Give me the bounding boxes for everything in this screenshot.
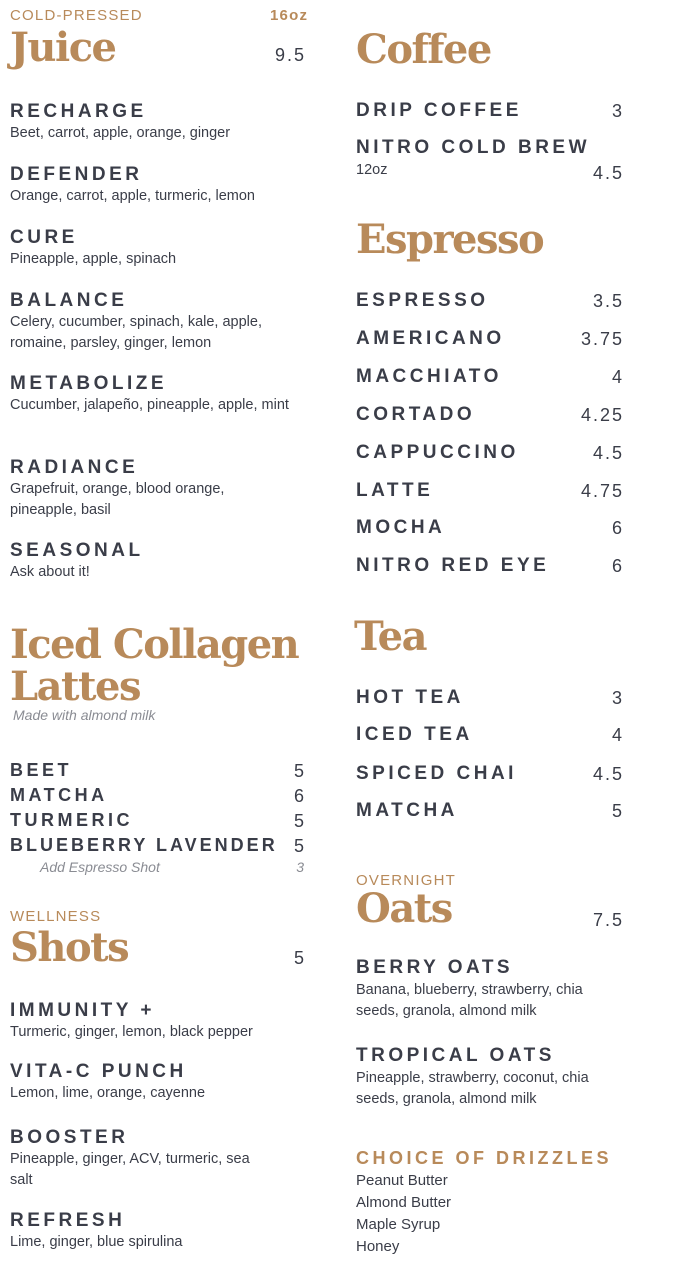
tea-price: 5 bbox=[611, 801, 624, 821]
espresso-price: 4.5 bbox=[592, 443, 624, 463]
juice-item bbox=[10, 102, 306, 144]
juice-item bbox=[10, 458, 280, 521]
espresso-row bbox=[356, 329, 624, 351]
latte-name: BLUEBERRY LAVENDER bbox=[10, 835, 278, 855]
latte-name: TURMERIC bbox=[10, 810, 133, 830]
latte-row bbox=[10, 836, 306, 858]
drizzle-item: Maple Syrup bbox=[356, 1216, 441, 1233]
espresso-row bbox=[356, 405, 624, 427]
shot-item-name: VITA-C PUNCH bbox=[10, 1061, 187, 1082]
juice-item bbox=[10, 228, 306, 270]
oats-price: 7.5 bbox=[592, 910, 624, 930]
shot-item bbox=[10, 1128, 260, 1191]
latte-addon-price: 3 bbox=[296, 859, 304, 875]
coffee-name: DRIP COFFEE bbox=[356, 100, 522, 121]
oats-item-name: BERRY OATS bbox=[356, 957, 514, 978]
oats-item-desc: Banana, blueberry, strawberry, chia seeds, granola, almond milk bbox=[356, 982, 583, 1019]
espresso-row bbox=[356, 291, 624, 313]
coffee-row bbox=[356, 101, 624, 123]
espresso-name: MACCHIATO bbox=[356, 366, 502, 387]
juice-item-name: RECHARGE bbox=[10, 101, 147, 122]
tea-row bbox=[356, 764, 624, 786]
latte-price: 5 bbox=[293, 836, 306, 856]
tea-price: 4.5 bbox=[592, 764, 624, 784]
tea-name: HOT TEA bbox=[356, 687, 464, 708]
latte-price: 6 bbox=[293, 786, 306, 806]
latte-price: 5 bbox=[293, 811, 306, 831]
espresso-row bbox=[356, 481, 624, 503]
juice-item-name: SEASONAL bbox=[10, 540, 144, 561]
tea-price: 4 bbox=[611, 725, 624, 745]
drizzle-item: Peanut Butter bbox=[356, 1172, 448, 1189]
espresso-price: 4.25 bbox=[580, 405, 624, 425]
juice-eyebrow: COLD-PRESSED bbox=[10, 7, 143, 24]
coffee-desc: 12oz bbox=[356, 162, 388, 178]
coffee-title: Coffee bbox=[356, 26, 491, 73]
oats-item bbox=[356, 958, 618, 1022]
lattes-title-line2: Lattes bbox=[10, 663, 140, 710]
tea-name: SPICED CHAI bbox=[356, 763, 517, 784]
juice-size: 16oz bbox=[270, 7, 309, 24]
espresso-price: 6 bbox=[611, 518, 624, 538]
espresso-price: 3.75 bbox=[580, 329, 624, 349]
espresso-row bbox=[356, 518, 624, 540]
latte-price: 5 bbox=[293, 761, 306, 781]
espresso-name: MOCHA bbox=[356, 517, 446, 538]
shot-item-name: BOOSTER bbox=[10, 1127, 129, 1148]
shot-item-name: IMMUNITY + bbox=[10, 1000, 155, 1021]
espresso-row bbox=[356, 367, 624, 389]
espresso-name: AMERICANO bbox=[356, 328, 505, 349]
tea-name: ICED TEA bbox=[356, 724, 473, 745]
shot-item-desc: Lime, ginger, blue spirulina bbox=[10, 1234, 183, 1250]
tea-price: 3 bbox=[611, 688, 624, 708]
drizzle-item: Almond Butter bbox=[356, 1194, 452, 1211]
espresso-title: Espresso bbox=[356, 216, 544, 263]
juice-item-desc: Pineapple, apple, spinach bbox=[10, 251, 177, 267]
latte-row bbox=[10, 761, 306, 783]
juice-item-name: DEFENDER bbox=[10, 164, 143, 185]
espresso-price: 4 bbox=[611, 367, 624, 387]
juice-item-desc: Cucumber, jalapeño, pineapple, apple, mint bbox=[10, 397, 289, 413]
shots-title: Shots bbox=[10, 924, 129, 971]
latte-name: BEET bbox=[10, 760, 73, 780]
lattes-title-line1: Iced Collagen bbox=[10, 621, 299, 668]
espresso-price: 6 bbox=[611, 556, 624, 576]
juice-item-desc: Celery, cucumber, spinach, kale, apple, romaine, parsley, ginger, lemon bbox=[10, 314, 263, 351]
juice-item-desc: Beet, carrot, apple, orange, ginger bbox=[10, 125, 231, 141]
espresso-name: NITRO RED EYE bbox=[356, 555, 550, 576]
drizzle-item: Honey bbox=[356, 1238, 400, 1255]
oats-item bbox=[356, 1046, 618, 1110]
juice-item-desc: Orange, carrot, apple, turmeric, lemon bbox=[10, 188, 255, 204]
juice-item-name: BALANCE bbox=[10, 290, 128, 311]
tea-title: Tea bbox=[354, 613, 427, 660]
latte-row bbox=[10, 811, 306, 833]
shot-item bbox=[10, 1001, 306, 1043]
shot-item-desc: Lemon, lime, orange, cayenne bbox=[10, 1085, 206, 1101]
juice-item-name: CURE bbox=[10, 227, 78, 248]
juice-item-name: RADIANCE bbox=[10, 457, 139, 478]
drizzles-title: CHOICE OF DRIZZLES bbox=[356, 1148, 612, 1168]
juice-item-name: METABOLIZE bbox=[10, 373, 168, 394]
shot-item-desc: Pineapple, ginger, ACV, turmeric, sea salt bbox=[10, 1151, 250, 1188]
oats-title: Oats bbox=[356, 885, 452, 932]
juice-item bbox=[10, 291, 290, 354]
latte-name: MATCHA bbox=[10, 785, 108, 805]
juice-item-desc: Grapefruit, orange, blood orange, pineapple, basil bbox=[10, 481, 225, 518]
coffee-row bbox=[356, 138, 624, 181]
shot-item bbox=[10, 1062, 306, 1104]
shot-item-desc: Turmeric, ginger, lemon, black pepper bbox=[10, 1024, 253, 1040]
tea-name: MATCHA bbox=[356, 800, 458, 821]
shots-eyebrow: WELLNESS bbox=[10, 908, 102, 925]
shots-price: 5 bbox=[293, 948, 306, 968]
espresso-name: CORTADO bbox=[356, 404, 476, 425]
shot-item-name: REFRESH bbox=[10, 1210, 126, 1231]
latte-addon-row bbox=[10, 859, 306, 881]
espresso-name: CAPPUCCINO bbox=[356, 442, 519, 463]
shot-item bbox=[10, 1211, 306, 1253]
drizzles-list bbox=[356, 1170, 451, 1258]
juice-item bbox=[10, 374, 290, 416]
espresso-price: 3.5 bbox=[592, 291, 624, 311]
espresso-name: LATTE bbox=[356, 480, 434, 501]
juice-item-desc: Ask about it! bbox=[10, 564, 90, 580]
latte-addon-name: Add Espresso Shot bbox=[40, 859, 160, 875]
oats-item-name: TROPICAL OATS bbox=[356, 1045, 555, 1066]
oats-item-desc: Pineapple, strawberry, coconut, chia seeds, granola, almond milk bbox=[356, 1070, 589, 1107]
espresso-price: 4.75 bbox=[580, 481, 624, 501]
tea-row bbox=[356, 688, 624, 710]
espresso-name: ESPRESSO bbox=[356, 290, 489, 311]
tea-row bbox=[356, 801, 624, 823]
tea-row bbox=[356, 725, 624, 747]
juice-price: 9.5 bbox=[274, 45, 306, 65]
espresso-row bbox=[356, 556, 624, 578]
latte-row bbox=[10, 786, 306, 808]
espresso-row bbox=[356, 443, 624, 465]
juice-title: Juice bbox=[10, 24, 116, 71]
juice-item bbox=[10, 541, 306, 583]
coffee-name: NITRO COLD BREW bbox=[356, 137, 591, 158]
coffee-price: 4.5 bbox=[592, 163, 624, 183]
coffee-price: 3 bbox=[611, 101, 624, 121]
lattes-subtitle: Made with almond milk bbox=[13, 707, 156, 723]
juice-item bbox=[10, 165, 306, 207]
oats-eyebrow: OVERNIGHT bbox=[356, 872, 456, 889]
